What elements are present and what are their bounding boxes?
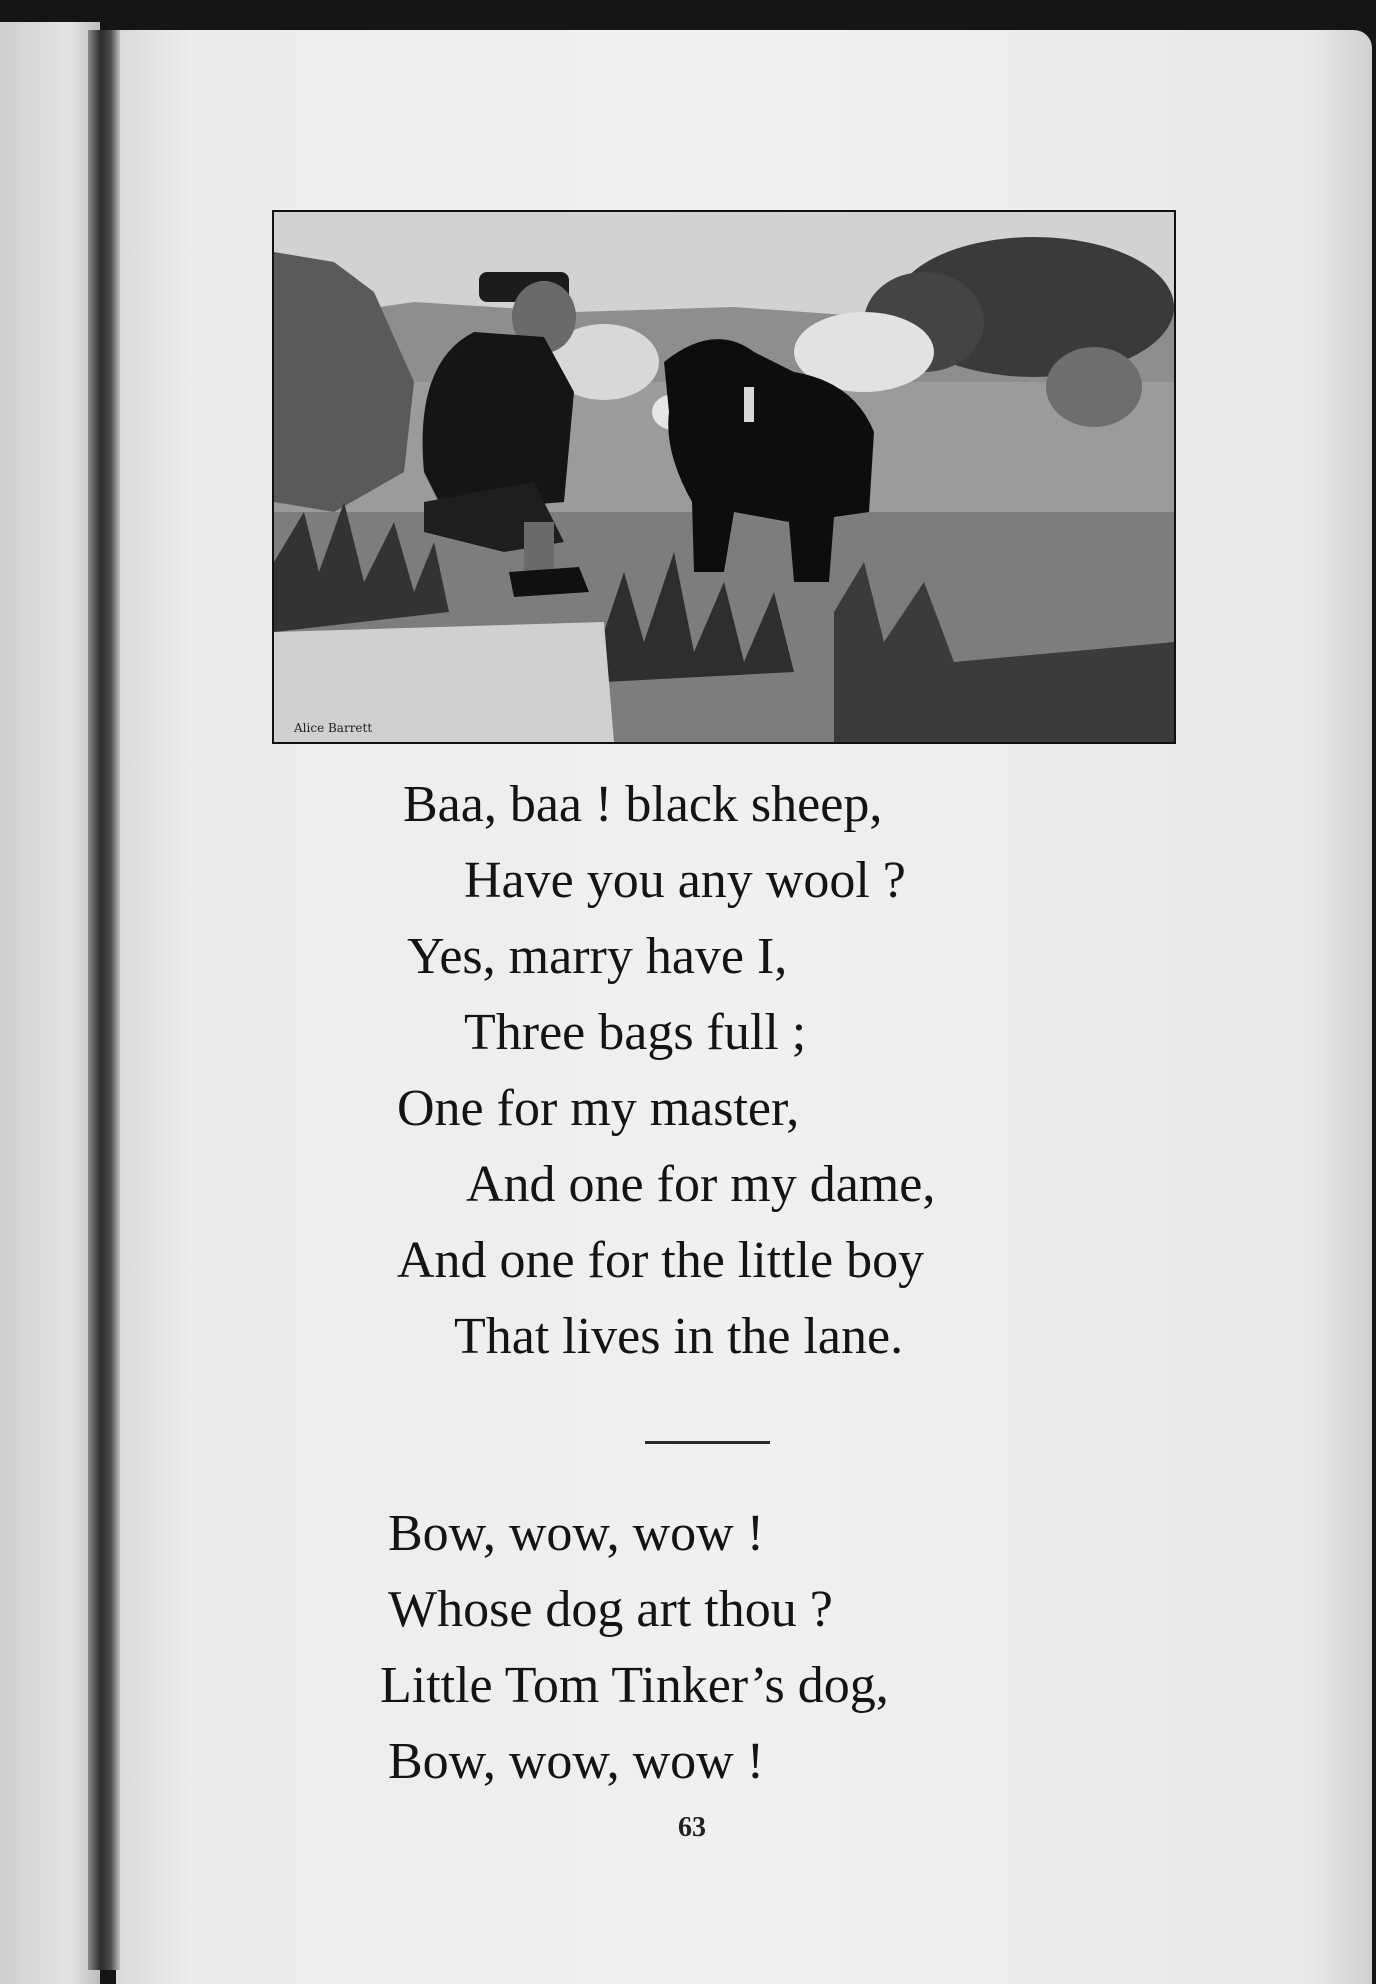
verse1-line-4: Three bags full ; [464,1004,807,1061]
verse2-line-1: Bow, wow, wow ! [388,1505,765,1562]
verse1-line-7: And one for the little boy [397,1232,925,1289]
verse1-line-2: Have you any wool ? [464,852,906,909]
verse2-line-3: Little Tom Tinker’s dog, [380,1657,889,1714]
section-divider [645,1441,770,1444]
sheep-illustration [272,210,1176,744]
verse1-line-3: Yes, marry have I, [407,928,788,985]
verse2-line-4: Bow, wow, wow ! [388,1733,765,1790]
verse1-line-1: Baa, baa ! black sheep, [403,776,883,833]
page-number: 63 [678,1812,706,1843]
verse1-line-6: And one for my dame, [466,1156,936,1213]
verse1-line-8: That lives in the lane. [454,1308,904,1365]
book-gutter [88,30,120,1970]
svg-text:Alice Barrett: Alice Barrett [294,721,373,735]
verse2-line-2: Whose dog art thou ? [388,1581,833,1638]
left-page-edge [0,22,100,1984]
verse1-line-5: One for my master, [397,1080,800,1137]
boy-and-black-sheep-picture [274,212,1174,742]
